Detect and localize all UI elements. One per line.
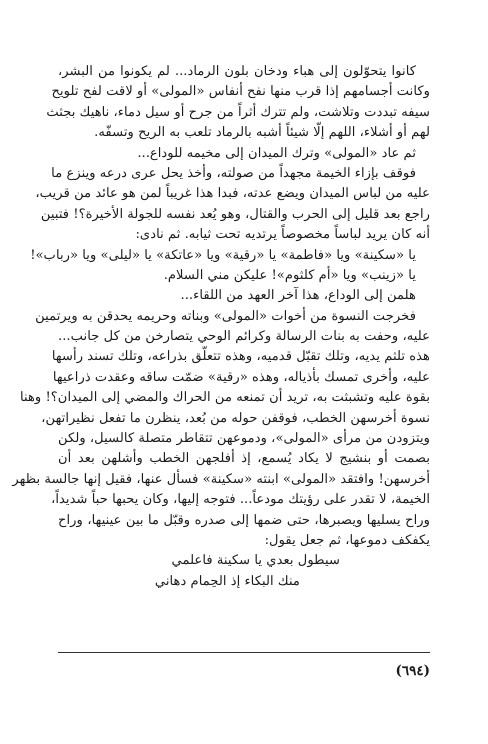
footer-rule	[58, 652, 430, 653]
text-line: بقوة عليه وتشبثت به، تريد أن تمنعه من الحراك والمضي إلى الميدان؟! وهنا	[19, 390, 430, 406]
text-line: عليه من لباس الميدان ويضع عدته، فبدا هذا غريباً لمن هو عائد من قريب،	[35, 186, 430, 202]
text-line: هلمن إلى الوداع، هذا آخر العهد من اللقاء...	[180, 288, 416, 304]
page-number: (٦٩٤)	[395, 663, 430, 679]
text-line: لهم أو أشلاء، اللهم إلّا شيئاً أشبه بالرماد تلعب به الريح وتسفّه.	[94, 125, 430, 141]
text-line: سيفه تبددت وتلاشت، ولم تترك أثراً من جرح أو سيل دماء، ناهيك بجثث	[46, 104, 430, 120]
text-line: أخرسهن! وافتقد «المولى» ابنته «سكينة» فسأل عنها، فقيل إنها جالسة بظهر	[12, 471, 430, 487]
text-line: كانوا يتحوّلون إلى هباء ودخان بلون الرماد... لم يكونوا من البشر،	[58, 64, 416, 79]
text-line: الخيمة، لا تقدر على رؤيتك مودعاً... فتوجه إليها، وكان يحبها حباً شديداً،	[51, 492, 430, 508]
text-line: عليه، وحفت به بنات الرسالة وكرائم الوحي يتصارخن من كل جانب...	[58, 329, 430, 345]
text-line: عليه، وأخرى تمسك بأذياله، وهذه «رقية» ضمّت ساقه وعقدت ذراعيها	[52, 369, 430, 385]
text-line: هذه تلثم يديه، وتلك تقبّل قدميه، وهذه تتعلّق بذراعه، وتلك تسند رأسها	[51, 349, 430, 365]
text-line: بصمت أو بنشيج لا يكاد يُسمع، إذ أفلجهن الخطب وأشلهن بعد أن	[58, 451, 430, 467]
text-line: أنه كان يريد لباساً مخصوصاً يرتديه تحت ثيابه. ثم نادى:	[135, 227, 430, 243]
text-line: وكانت أجسامهم إذا قرب منها نفح أنفاس «المولى» أو لاقت لفح تلويح	[51, 84, 430, 100]
text-line: يا «سكينة» ويا «فاطمة» يا «رقية» ويا «عاتكة» يا «ليلى» ويا «رباب»!	[30, 247, 416, 263]
text-line: ويتزودن من مرأى «المولى»، ودموعهن تتقاطر متصلة كالسيل، ولكن	[58, 431, 430, 447]
text-line: ثم عاد «المولى» وترك الميدان إلى مخيمه للوداع...	[137, 145, 416, 161]
poem-verse: منك البكاء إذ الحِمام دهاني	[154, 573, 300, 589]
text-line: يكفكف دموعها، ثم جعل يقول:	[264, 532, 430, 548]
text-line: نسوة أخرسهن الخطب، فوقفن حوله من بُعد، ينظرن ما تفعل نظيراتهن،	[41, 410, 430, 426]
text-line: يا «زينب» ويا «أم كلثوم»! عليكن مني السلام.	[163, 267, 416, 283]
text-line: فخرجت النسوة من أخوات «المولى» وبناته وحريمه يحدقن به ويرتمين	[35, 308, 416, 324]
text-line: راجع بعد قليل إلى الحرب والقتال، وهو يُعد نفسه للجولة الأخيرة؟! فتبين	[40, 206, 430, 222]
poem-verse: سيطول بعدي يا سكينة فاعلمي	[171, 553, 340, 569]
text-line: وراح يسليها ويصبرها، حتى ضمها إلى صدره وقبّل ما بين عينيها، وراح	[58, 512, 430, 528]
text-line: فوقف بإزاء الخيمة مجهداً من صولته، وأخذ يحل عرى درعه وينزع ما	[51, 165, 416, 181]
body-text	[12, 62, 430, 592]
